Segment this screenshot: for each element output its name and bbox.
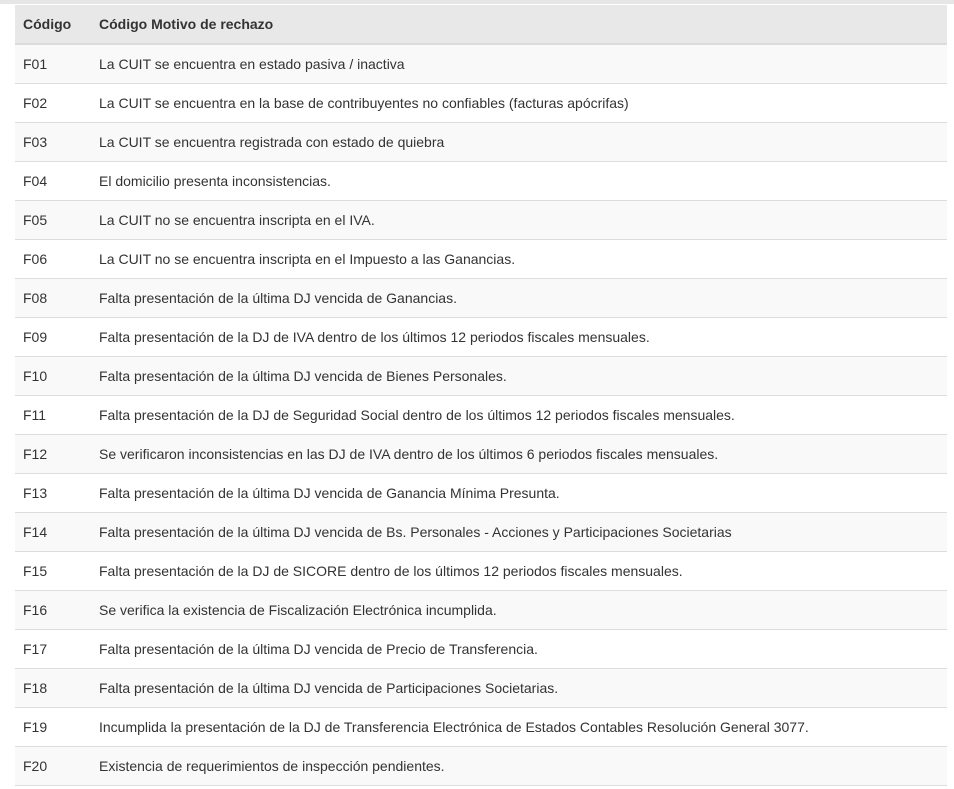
table-row <box>15 474 947 513</box>
reason-cell: El domicilio presenta inconsistencias. <box>91 162 947 201</box>
reason-cell: Se verificaron inconsistencias en las DJ de IVA dentro de los últimos 6 periodos fiscales mensuales. <box>91 435 947 474</box>
code-cell: F14 <box>15 513 91 552</box>
table-row <box>15 201 947 240</box>
reason-cell: Existencia de requerimientos de inspección pendientes. <box>91 747 947 786</box>
table-row <box>15 630 947 669</box>
table-row <box>15 240 947 279</box>
code-cell: F01 <box>15 44 91 84</box>
code-cell: F02 <box>15 84 91 123</box>
header-row <box>15 5 947 44</box>
table-row <box>15 435 947 474</box>
reason-cell: Se verifica la existencia de Fiscalización Electrónica incumplida. <box>91 591 947 630</box>
code-cell: F08 <box>15 279 91 318</box>
table-row <box>15 513 947 552</box>
table-row <box>15 44 947 84</box>
code-cell: F04 <box>15 162 91 201</box>
reason-cell: Falta presentación de la última DJ vencida de Ganancia Mínima Presunta. <box>91 474 947 513</box>
reason-cell: Falta presentación de la última DJ vencida de Bienes Personales. <box>91 357 947 396</box>
reason-cell: Falta presentación de la última DJ vencida de Participaciones Societarias. <box>91 669 947 708</box>
table-row <box>15 279 947 318</box>
code-cell: F06 <box>15 240 91 279</box>
code-cell: F09 <box>15 318 91 357</box>
code-cell: F18 <box>15 669 91 708</box>
reason-cell: La CUIT no se encuentra inscripta en el IVA. <box>91 201 947 240</box>
table-row <box>15 162 947 201</box>
reason-cell: La CUIT se encuentra en la base de contribuyentes no confiables (facturas apócrifas) <box>91 84 947 123</box>
reason-cell: Incumplida la presentación de la DJ de Transferencia Electrónica de Estados Contables Resolución General 3077. <box>91 708 947 747</box>
reason-cell: La CUIT se encuentra en estado pasiva / inactiva <box>91 44 947 84</box>
reason-cell: Falta presentación de la última DJ vencida de Bs. Personales - Acciones y Participaciones Societarias <box>91 513 947 552</box>
column-header-reason: Código Motivo de rechazo <box>91 5 947 44</box>
table-row <box>15 669 947 708</box>
code-cell: F17 <box>15 630 91 669</box>
code-cell: F20 <box>15 747 91 786</box>
code-cell: F11 <box>15 396 91 435</box>
table-row <box>15 318 947 357</box>
code-cell: F16 <box>15 591 91 630</box>
code-cell: F19 <box>15 708 91 747</box>
table-body <box>15 44 947 786</box>
rejection-codes-table <box>15 5 947 786</box>
table-row <box>15 591 947 630</box>
reason-cell: Falta presentación de la DJ de IVA dentro de los últimos 12 periodos fiscales mensuales. <box>91 318 947 357</box>
rejection-codes-table-container <box>15 5 947 786</box>
reason-cell: Falta presentación de la DJ de Seguridad Social dentro de los últimos 12 periodos fiscales mensuales. <box>91 396 947 435</box>
top-divider <box>0 0 954 4</box>
reason-cell: Falta presentación de la última DJ vencida de Ganancias. <box>91 279 947 318</box>
code-cell: F05 <box>15 201 91 240</box>
code-cell: F03 <box>15 123 91 162</box>
code-cell: F12 <box>15 435 91 474</box>
reason-cell: La CUIT se encuentra registrada con estado de quiebra <box>91 123 947 162</box>
column-header-code: Código <box>15 5 91 44</box>
table-row <box>15 357 947 396</box>
reason-cell: La CUIT no se encuentra inscripta en el Impuesto a las Ganancias. <box>91 240 947 279</box>
table-row <box>15 396 947 435</box>
table-row <box>15 747 947 786</box>
table-row <box>15 84 947 123</box>
table-row <box>15 552 947 591</box>
reason-cell: Falta presentación de la DJ de SICORE dentro de los últimos 12 periodos fiscales mensuales. <box>91 552 947 591</box>
table-row <box>15 123 947 162</box>
table-row <box>15 708 947 747</box>
table-header <box>15 5 947 44</box>
reason-cell: Falta presentación de la última DJ vencida de Precio de Transferencia. <box>91 630 947 669</box>
code-cell: F10 <box>15 357 91 396</box>
code-cell: F13 <box>15 474 91 513</box>
code-cell: F15 <box>15 552 91 591</box>
